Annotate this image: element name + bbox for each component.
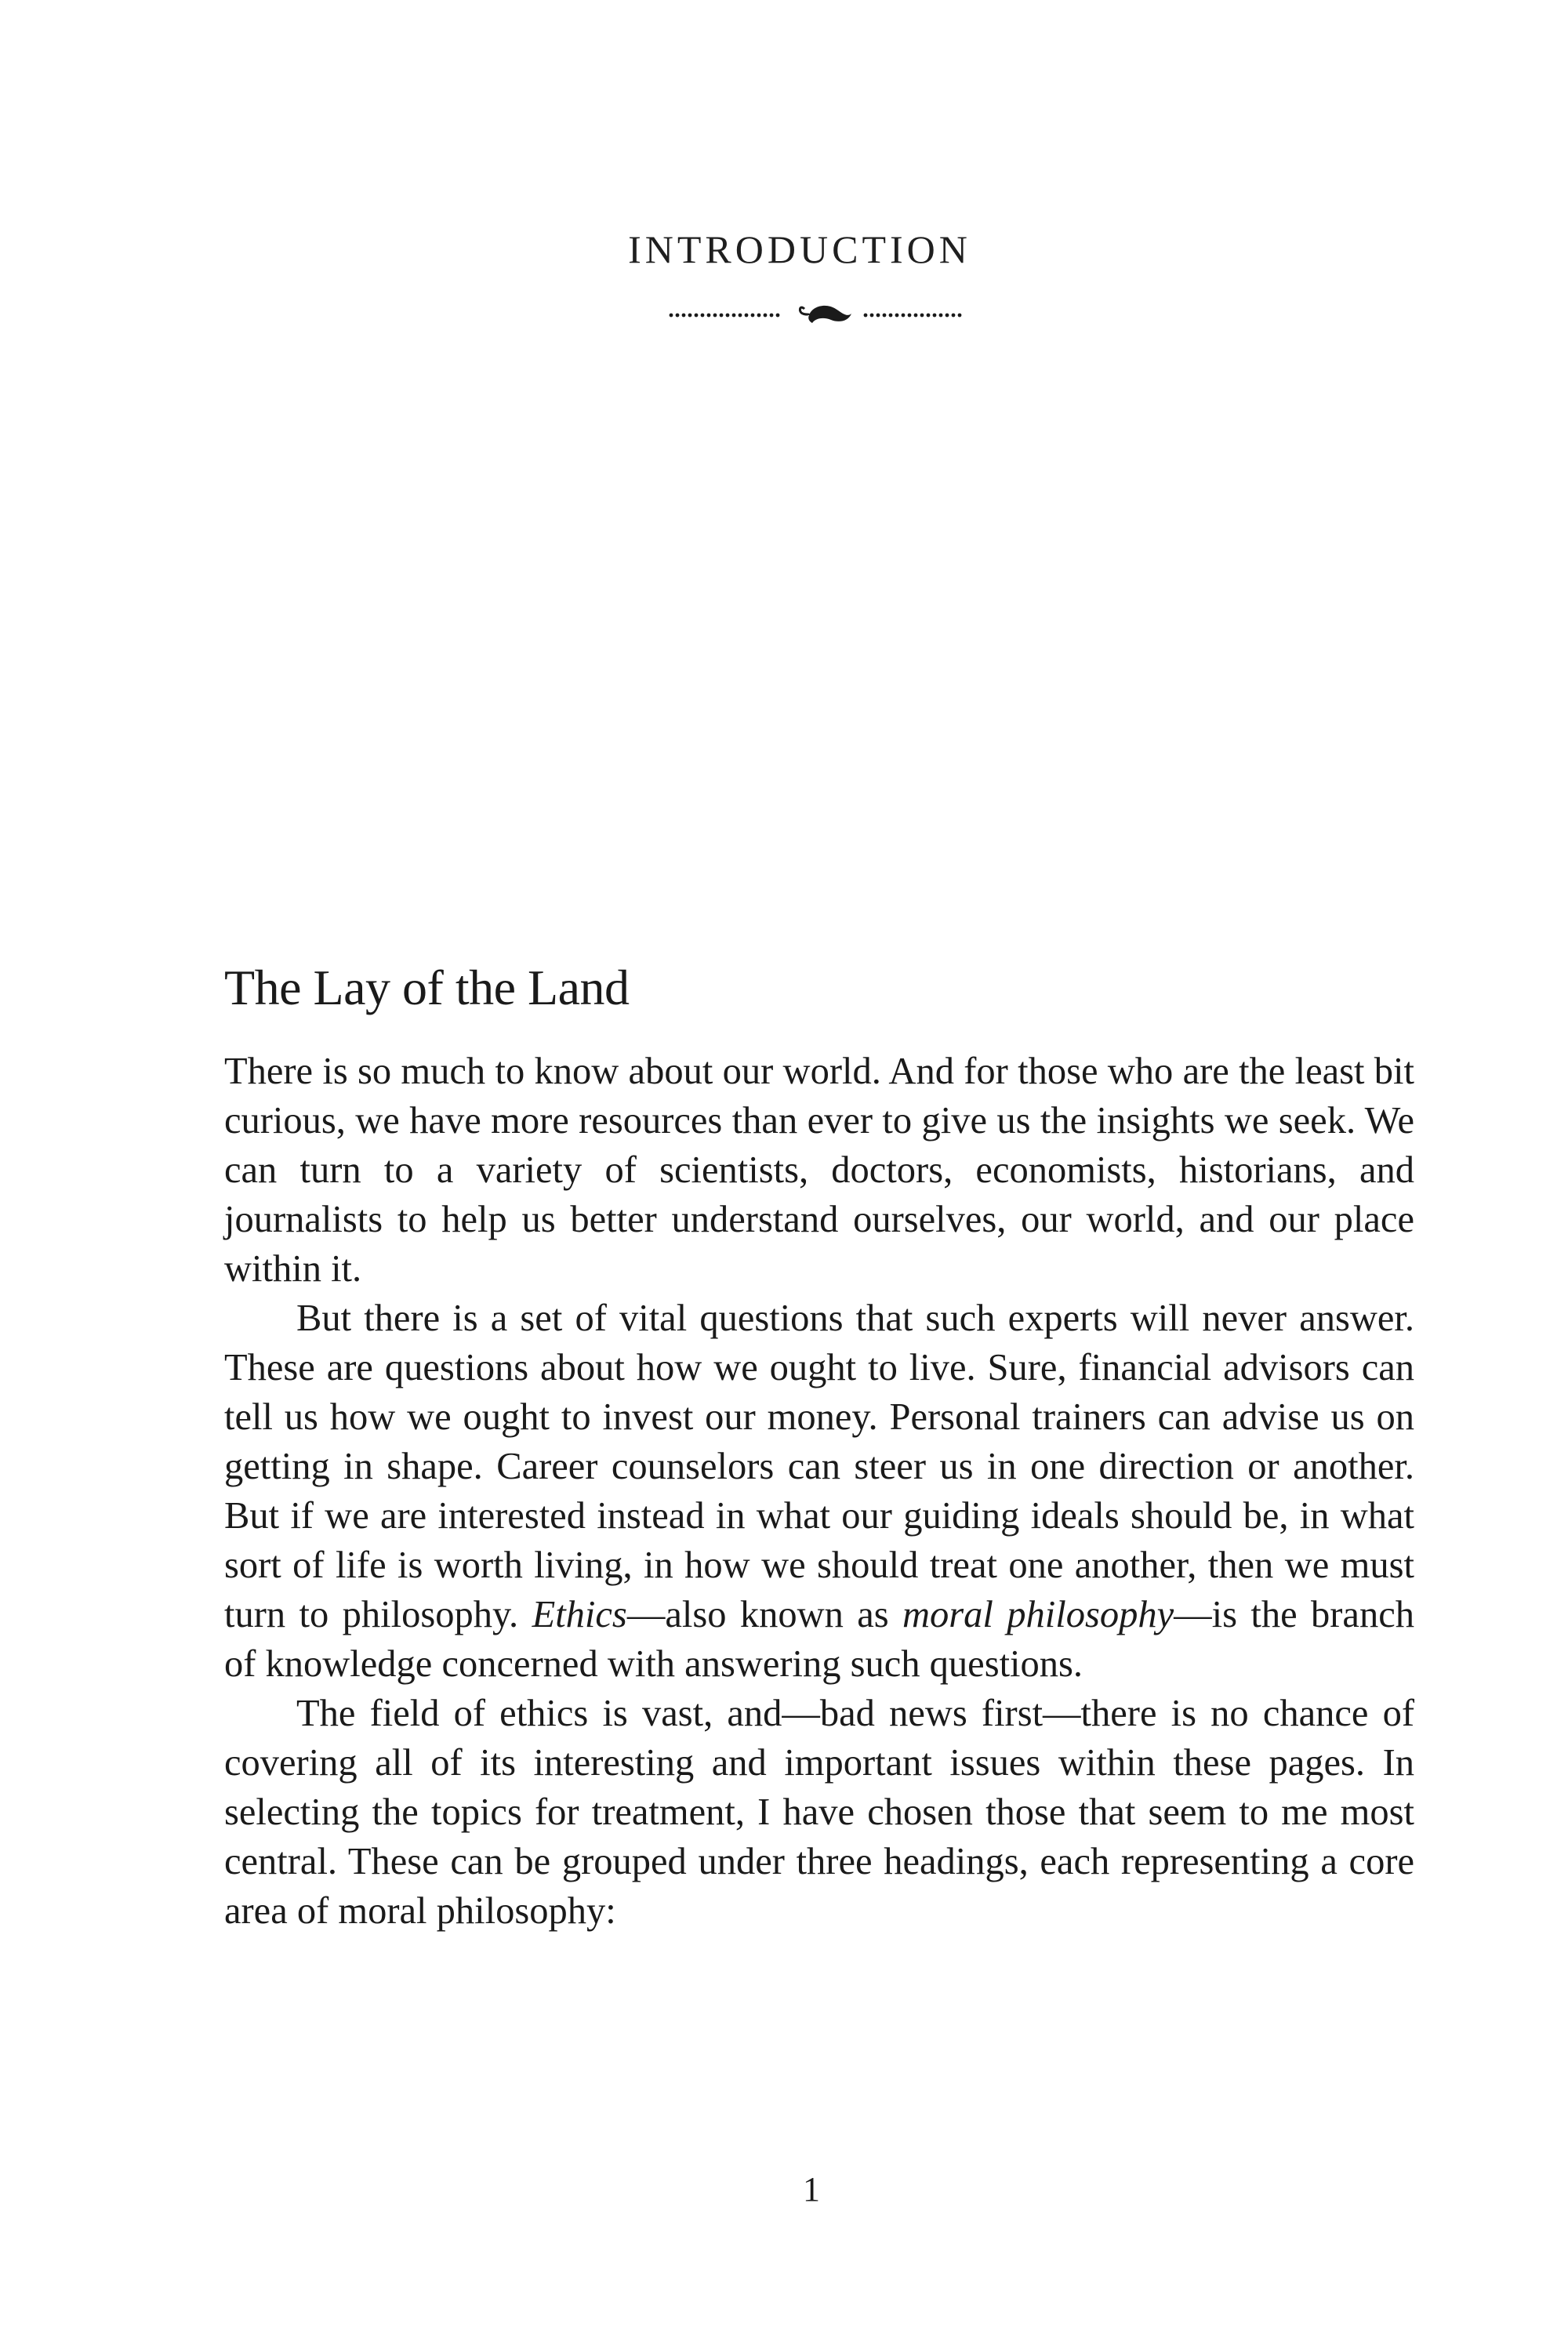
paragraph-2-part-3: —is the branch of knowledge concerned with answering such questions. xyxy=(224,1594,1414,1685)
dotted-rule-left xyxy=(670,314,780,318)
term-ethics: Ethics xyxy=(532,1594,627,1635)
fleuron-ornament xyxy=(659,292,972,331)
dotted-rule-right xyxy=(864,314,962,318)
page-number: 1 xyxy=(803,2170,820,2209)
section-heading: The Lay of the Land xyxy=(224,960,630,1015)
body-text xyxy=(224,1047,1414,1936)
paragraph-3: The field of ethics is vast, and—bad news first—there is no chance of covering all of its interesting and important issues within these pages. In selecting the topics for treatment, I have chosen those that seem to me most central. These can be grouped under three headings, each representing a core area of moral philosophy: xyxy=(224,1693,1414,1932)
paragraph-2 xyxy=(224,1294,1414,1689)
chapter-title: INTRODUCTION xyxy=(628,227,971,271)
paragraph-2-part-1: But there is a set of vital questions that such experts will never answer. These are questions about how we ought to live. Sure, financial advisors can tell us how we ought to invest our money. Personal trainers can advise us on getting in shape. Career counselors can steer us in one direction or another. But if we are interested instead in what our guiding ideals should be, in what sort of life is worth living, in how we should treat one another, then we must turn to philosophy. xyxy=(224,1298,1414,1635)
fleuron-leaf-icon xyxy=(800,306,851,323)
paragraph-1: There is so much to know about our world. And for those who are the least bit curious, we have more resources than ever to give us the insights we seek. We can turn to a variety of scientists, doctors, economists, historians, and journalists to help us better understand ourselves, our world, and our place within it. xyxy=(224,1051,1414,1290)
paragraph-2-part-2: —also known as xyxy=(626,1594,903,1635)
term-moral-philosophy: moral philosophy xyxy=(902,1594,1174,1635)
